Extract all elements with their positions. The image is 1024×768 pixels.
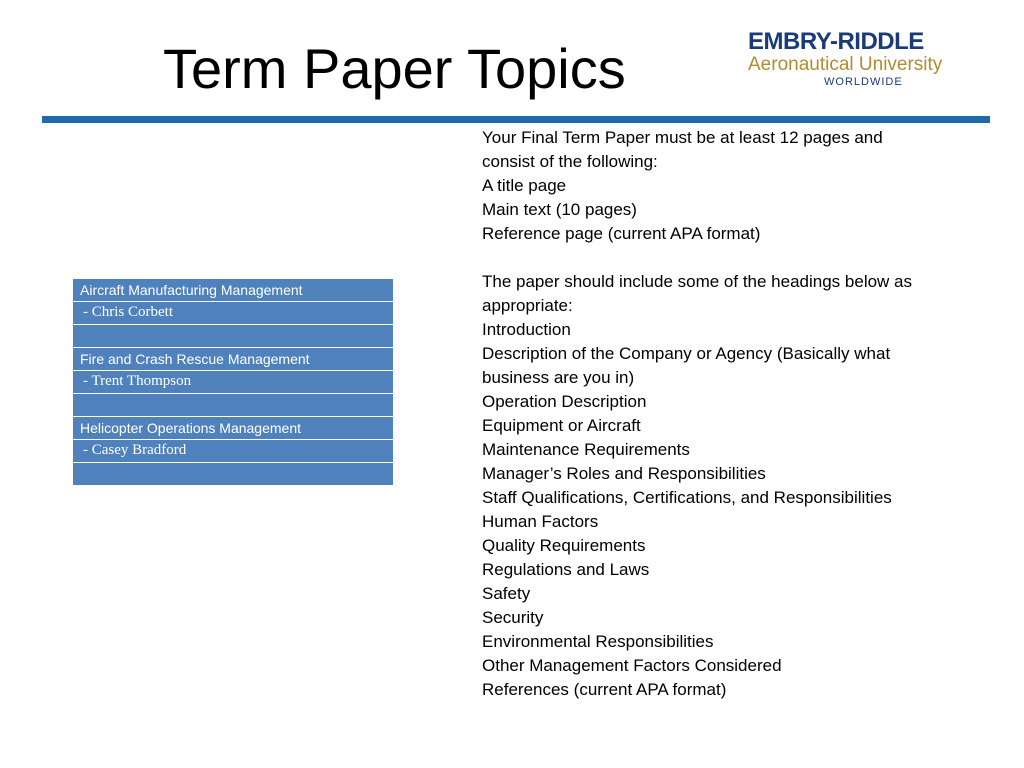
blank-cell <box>73 394 394 417</box>
heading-item: Regulations and Laws <box>482 560 650 579</box>
table-row <box>73 302 394 325</box>
heading-item: Environmental Responsibilities <box>482 632 714 651</box>
requirement-line: A title page <box>482 176 567 195</box>
heading-item: Operation Description <box>482 392 647 411</box>
heading-item: Staff Qualifications, Certifications, and Responsibilities <box>482 488 892 507</box>
requirement-line: Your Final Term Paper must be at least 12 pages and <box>482 128 883 147</box>
paper-requirements <box>482 126 962 246</box>
slide-title: Term Paper Topics <box>163 37 626 100</box>
blank-cell <box>73 325 394 348</box>
logo-name: EMBRY-RIDDLE <box>748 28 924 55</box>
paragraph-spacer <box>482 246 962 270</box>
topics-table <box>72 278 394 486</box>
requirement-line: consist of the following: <box>482 152 658 171</box>
topic-cell: Helicopter Operations Management <box>73 417 394 440</box>
presenter-cell: - Casey Bradford <box>73 440 394 463</box>
table-row <box>73 325 394 348</box>
table-row <box>73 463 394 486</box>
headings-intro-line: appropriate: <box>482 296 573 315</box>
table-row <box>73 371 394 394</box>
table-row <box>73 440 394 463</box>
presenter-cell: - Trent Thompson <box>73 371 394 394</box>
heading-item: Equipment or Aircraft <box>482 416 641 435</box>
heading-item: Other Management Factors Considered <box>482 656 782 675</box>
university-logo <box>748 30 983 89</box>
title-divider <box>42 116 990 123</box>
table-row <box>73 394 394 417</box>
headings-intro <box>482 270 962 318</box>
requirement-line: Main text (10 pages) <box>482 200 637 219</box>
presenter-cell: - Chris Corbett <box>73 302 394 325</box>
heading-item: References (current APA format) <box>482 680 727 699</box>
heading-item: business are you in) <box>482 368 635 387</box>
table-row <box>73 348 394 371</box>
table-row <box>73 279 394 302</box>
requirements-text <box>482 126 962 702</box>
heading-item: Security <box>482 608 544 627</box>
heading-item: Safety <box>482 584 531 603</box>
logo-subtitle: Aeronautical University <box>748 54 943 75</box>
heading-item: Introduction <box>482 320 571 339</box>
table-row <box>73 417 394 440</box>
heading-item: Human Factors <box>482 512 599 531</box>
blank-cell <box>73 463 394 486</box>
logo-campus: WORLDWIDE <box>824 76 903 88</box>
headings-intro-line: The paper should include some of the headings below as <box>482 272 913 291</box>
heading-item: Quality Requirements <box>482 536 646 555</box>
heading-item: Description of the Company or Agency (Basically what <box>482 344 891 363</box>
topic-cell: Aircraft Manufacturing Management <box>73 279 394 302</box>
heading-item: Manager’s Roles and Responsibilities <box>482 464 766 483</box>
heading-item: Maintenance Requirements <box>482 440 690 459</box>
topic-cell: Fire and Crash Rescue Management <box>73 348 394 371</box>
requirement-line: Reference page (current APA format) <box>482 224 761 243</box>
headings-list <box>482 318 962 702</box>
